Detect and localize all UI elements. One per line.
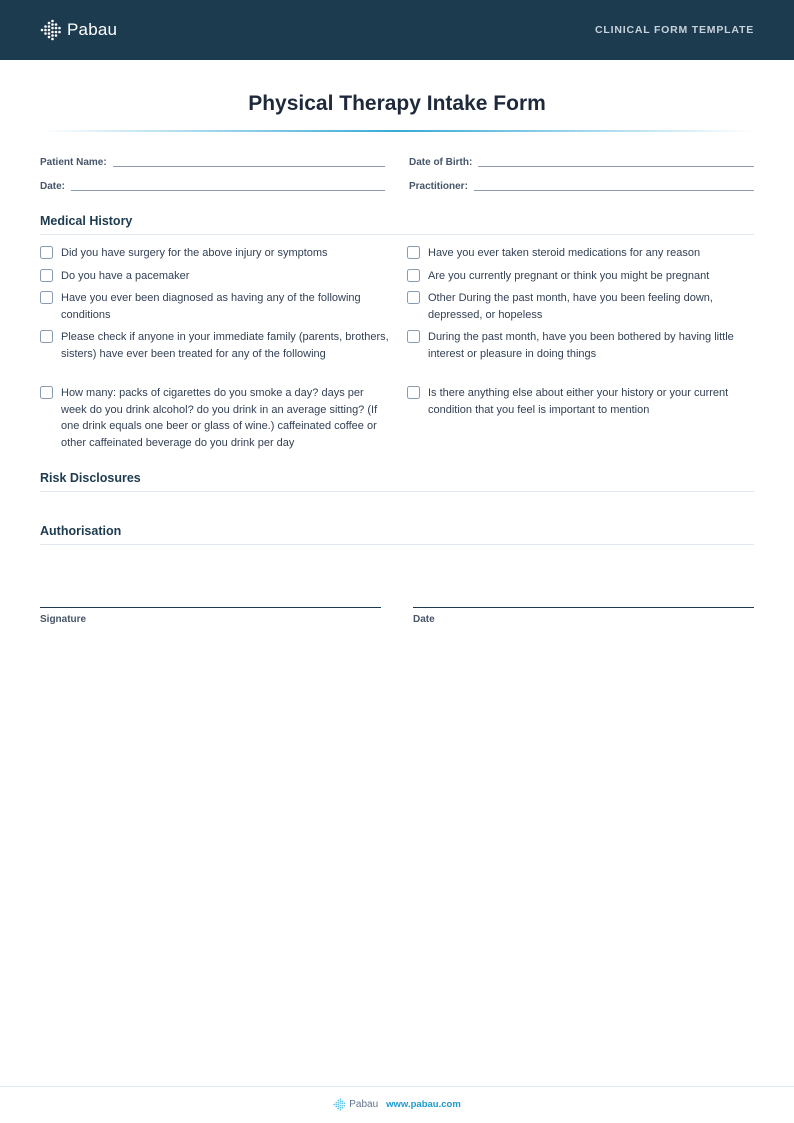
brand xyxy=(40,19,117,41)
checkbox-label: Do you have a pacemaker xyxy=(61,270,190,282)
footer-divider xyxy=(0,1086,794,1087)
checkbox[interactable] xyxy=(407,246,420,259)
checkbox-item[interactable] xyxy=(40,268,390,285)
checkbox[interactable] xyxy=(407,269,420,282)
signature-label: Signature xyxy=(40,614,87,625)
footer xyxy=(0,1098,794,1111)
section-divider xyxy=(40,544,754,545)
patient-name-field[interactable] xyxy=(40,155,385,169)
checkbox[interactable] xyxy=(40,291,53,304)
date-field[interactable] xyxy=(40,179,385,193)
checkbox[interactable] xyxy=(407,386,420,399)
date-of-birth-input-line[interactable] xyxy=(478,166,754,167)
checkbox-label: Did you have surgery for the above injury or symptoms xyxy=(61,247,328,259)
checkbox[interactable] xyxy=(40,386,53,399)
checkbox-label: Are you currently pregnant or think you might be pregnant xyxy=(428,270,710,282)
date-of-birth-field[interactable] xyxy=(409,155,754,169)
practitioner-field[interactable] xyxy=(409,179,754,193)
patient-name-input-line[interactable] xyxy=(113,166,385,167)
checkbox-item[interactable] xyxy=(407,245,757,262)
section-divider xyxy=(40,491,754,492)
date-input-line[interactable] xyxy=(71,190,385,191)
practitioner-input-line[interactable] xyxy=(474,190,754,191)
signature-line[interactable] xyxy=(40,607,381,608)
checkbox-label: Is there anything else about either your history or your current condition that you feel is important to mention xyxy=(428,387,729,416)
checkbox[interactable] xyxy=(407,330,420,343)
checkbox-label: During the past month, have you been bothered by having little interest or pleasure in doing things xyxy=(428,331,734,360)
pabau-logo-icon xyxy=(333,1098,346,1111)
section-title-medical-history: Medical History xyxy=(40,214,133,228)
footer-brand xyxy=(333,1098,378,1111)
checkbox-item[interactable] xyxy=(407,329,757,362)
page-title: Physical Therapy Intake Form xyxy=(248,92,546,115)
practitioner-label: Practitioner: xyxy=(409,181,468,192)
checkbox[interactable] xyxy=(40,246,53,259)
section-title-authorisation: Authorisation xyxy=(40,524,122,538)
pabau-logo-icon xyxy=(40,19,62,41)
brand-name: Pabau xyxy=(67,20,118,39)
checkbox-label: Have you ever taken steroid medications for any reason xyxy=(428,247,701,259)
checkbox-item[interactable] xyxy=(40,329,390,362)
patient-name-label: Patient Name: xyxy=(40,157,107,168)
title-divider xyxy=(40,130,754,132)
section-title-risk-disclosures: Risk Disclosures xyxy=(40,471,141,485)
checkbox-item[interactable] xyxy=(407,290,757,323)
checkbox-item[interactable] xyxy=(40,290,390,323)
checkbox[interactable] xyxy=(407,291,420,304)
form-type-label: CLINICAL FORM TEMPLATE xyxy=(595,24,754,36)
footer-brand-name: Pabau xyxy=(349,1099,379,1110)
checkbox-item[interactable] xyxy=(40,385,390,451)
checkbox-label: Please check if anyone in your immediate family (parents, brothers, sisters) have ever been treated for any of the following xyxy=(61,331,389,360)
checkbox-label: Have you ever been diagnosed as having any of the following conditions xyxy=(61,292,361,321)
checkbox-label: How many: packs of cigarettes do you smoke a day? days per week do you drink alcohol? do you drink in an average sitting? (If one drink equals one beer or glass of wine.) caffeinated coffee or other caffeinated beverage do you drink per day xyxy=(61,387,378,449)
signature-date-line[interactable] xyxy=(413,607,754,608)
checkbox[interactable] xyxy=(40,330,53,343)
checkbox-label: Other During the past month, have you been feeling down, depressed, or hopeless xyxy=(428,292,713,321)
date-label: Date: xyxy=(40,181,66,192)
footer-website-link[interactable]: www.pabau.com xyxy=(386,1099,461,1110)
checkbox-item[interactable] xyxy=(407,268,757,285)
header-bar xyxy=(0,0,794,60)
date-of-birth-label: Date of Birth: xyxy=(409,157,473,168)
checkbox-item[interactable] xyxy=(40,245,390,262)
checkbox-item[interactable] xyxy=(407,385,757,418)
signature-date-label: Date xyxy=(413,614,435,625)
checkbox[interactable] xyxy=(40,269,53,282)
section-divider xyxy=(40,234,754,235)
